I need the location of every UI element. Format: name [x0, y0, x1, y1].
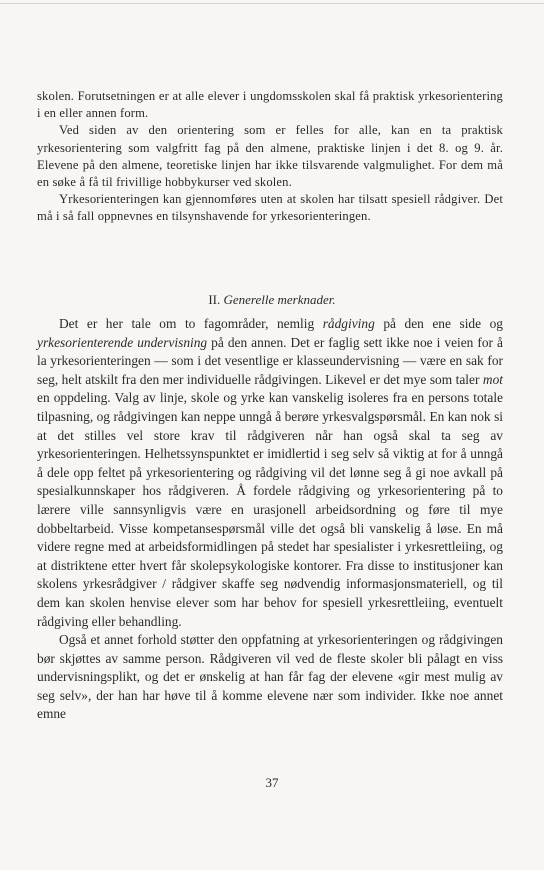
- paragraph: Ved siden av den orientering som er felles for alle, kan en ta praktisk yrkesorientering som valgfritt fag på den almene, praktiske linjen i det 8. og 9. år. Elevene på den almene, teoretiske linjen har ikke tilsvarende valgmulighet. For dem må en søke å få til frivillige hobbykurser ved skolen.: [37, 123, 503, 190]
- emphasis: mot: [482, 371, 503, 387]
- section-heading: [0, 292, 544, 308]
- page-edge-line: [0, 3, 544, 4]
- text-run: en oppdeling. Valg av linje, skole og yrke kan vanskelig isoleres fra en persons totale tilpasning, og rådgivingen kan neppe unngå å berøre yrkesvalgspørsmål. En kan nok si at det stilles vel store krav til rådgiveren når han også skal ta seg av yrkesorienteringen. Helhetssynspunktet er imidlertid i seg selv så viktig at for å unngå å dele opp feltet på yrkesorientering og rådgiving vil det lønne seg å gi noe avkall på spesialkunnskaper hos rådgiveren. Å fordele rådgiving og yrkesorientering på to lærere ville sannsynligvis være en urasjonell arbeidsordning og føre til mye dobbeltarbeid. Visse kompetansespørsmål ville det også bli vanskelig å løse. En må videre regne med at arbeidsformidlingen på stedet har spesialister i yrkesrettleiing, og at distriktene etter hvert får skolepsykologiske kontorer. Fra disse to institusjoner kan skolens yrkesrådgiver / rådgiver skaffe seg nødvendig informasjonsmateriell, og til dem kan skolen henvise elever som har behov for spesiell yrkesrettleiing, eventuelt rådgiving eller behandling.: [37, 390, 503, 629]
- paragraph: Yrkesorienteringen kan gjennomføres uten at skolen har tilsatt spesiell rådgiver. Det må i så fall oppnevnes en tilsynshavende for yrkesorienteringen.: [37, 192, 503, 224]
- section-2-text: [37, 315, 503, 724]
- text-run: Det er her tale om to fagområder, nemlig: [59, 316, 323, 331]
- emphasis: yrkesorienterende undervisning: [37, 334, 208, 350]
- paragraph: Også et annet forhold støtter den oppfatning at yrkesorienteringen og rådgivingen bør skjøttes av samme person. Rådgiveren vil ved de fleste skoler bli pålagt en viss undervisningsplikt, og det er ønskelig at han får fag der elevene «gir mest mulig av seg selv», der han har høve til å komme elevene nær som individer. Ikke noe annet emne: [37, 632, 503, 722]
- emphasis: rådgiving: [322, 316, 375, 331]
- paragraph: skolen. Forutsetningen er at alle elever i ungdomsskolen skal få praktisk yrkesorientering i en eller annen form.: [37, 89, 503, 121]
- section-number: II.: [208, 292, 221, 307]
- section-1-text: [37, 88, 503, 226]
- text-run: på den ene side og: [374, 316, 503, 331]
- section-title: Generelle merknader.: [223, 292, 336, 307]
- page-number: 37: [265, 775, 279, 790]
- text-run: på den annen. Det er faglig sett ikke noe i veien for å la yrkesorienteringen — som i det vesentlige er klasseundervisning — være en sak for seg, helt atskilt fra den mer individuelle rådgivingen. Likevel er det mye som taler: [37, 334, 503, 387]
- paragraph: [37, 315, 503, 631]
